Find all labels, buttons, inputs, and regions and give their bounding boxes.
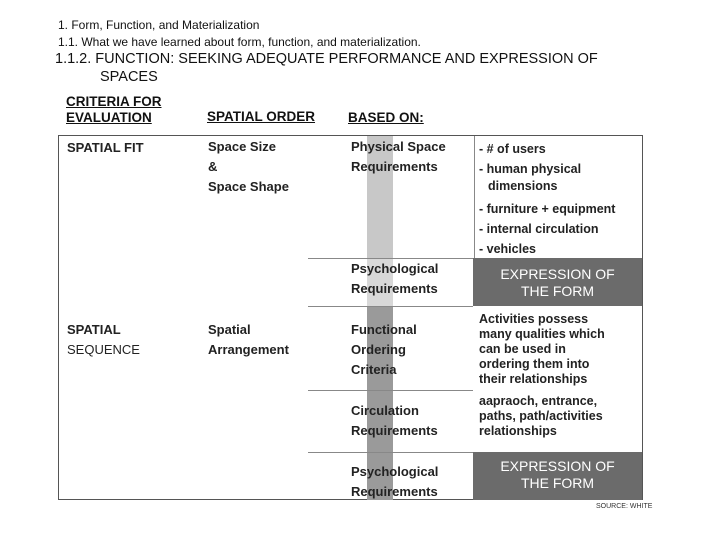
- spatial-arr-line1: Spatial: [208, 322, 251, 337]
- criteria-table: [58, 135, 643, 500]
- spatial-arrangement: [208, 320, 289, 360]
- functional-ordering-criteria: [351, 320, 417, 380]
- source-credit: SOURCE: WHITE: [596, 503, 653, 510]
- column-header-spatial-order: SPATIAL ORDER: [207, 109, 316, 124]
- activities-description: [479, 312, 605, 387]
- expression1-line2: THE FORM: [520, 283, 595, 299]
- spatial-seq-line1: SPATIAL: [67, 322, 121, 337]
- spatial-fit-label: SPATIAL FIT: [67, 140, 144, 155]
- column-header-criteria: [66, 94, 162, 126]
- expression2-line2: THE FORM: [520, 475, 595, 491]
- space-size-shape: [208, 137, 289, 197]
- activities-line5: their relationships: [479, 372, 588, 386]
- divider-2: [308, 306, 473, 307]
- psych2-line1: Psychological: [351, 464, 439, 479]
- list-item: - # of users: [479, 142, 546, 156]
- circulation-line2: Requirements: [351, 423, 438, 438]
- spatial-seq-line2: SEQUENCE: [67, 342, 140, 357]
- expression-of-form-box-2: [473, 452, 642, 500]
- heading-level-1: 1. Form, Function, and Materialization: [58, 18, 260, 32]
- column-header-based-on: BASED ON:: [348, 110, 424, 125]
- divider-vertical: [474, 136, 475, 258]
- approach-description: [479, 394, 603, 439]
- spatial-arr-line2: Arrangement: [208, 342, 289, 357]
- list-item: - internal circulation: [479, 222, 599, 236]
- approach-line3: relationships: [479, 424, 557, 438]
- psychological-requirements-2: [351, 462, 438, 502]
- page-title-line2: SPACES: [100, 69, 158, 85]
- activities-line4: ordering them into: [479, 357, 590, 371]
- ampersand: &: [208, 159, 218, 174]
- psych1-line1: Psychological: [351, 261, 439, 276]
- divider-4: [308, 452, 473, 453]
- divider-3: [308, 390, 473, 391]
- physical-line2: Requirements: [351, 159, 438, 174]
- psych2-line2: Requirements: [351, 484, 438, 499]
- physical-line1: Physical Space: [351, 139, 446, 154]
- circulation-requirements: [351, 401, 438, 441]
- physical-space-requirements: [351, 137, 446, 177]
- physical-details-list: [479, 139, 615, 259]
- page-title-line1: 1.1.2. FUNCTION: SEEKING ADEQUATE PERFORMANCE AND EXPRESSION OF: [55, 51, 598, 67]
- functional-line2: Ordering: [351, 342, 406, 357]
- psych1-line2: Requirements: [351, 281, 438, 296]
- circulation-line1: Circulation: [351, 403, 419, 418]
- expression2-line1: EXPRESSION OF: [500, 458, 615, 474]
- expression-of-form-box-1: [473, 258, 642, 306]
- activities-line2: many qualities which: [479, 327, 605, 341]
- psychological-requirements-1: [351, 259, 438, 299]
- list-item: - furniture + equipment: [479, 202, 616, 216]
- space-size: Space Size: [208, 139, 276, 154]
- approach-line1: aapraoch, entrance,: [479, 394, 598, 408]
- criteria-line1: CRITERIA FOR: [66, 94, 162, 109]
- activities-line3: can be used in: [479, 342, 566, 356]
- page-title: [55, 50, 695, 86]
- activities-line1: Activities possess: [479, 312, 589, 326]
- functional-line1: Functional: [351, 322, 417, 337]
- heading-level-2: 1.1. What we have learned about form, function, and materialization.: [58, 35, 421, 49]
- criteria-line2: EVALUATION: [66, 110, 152, 125]
- functional-line3: Criteria: [351, 362, 397, 377]
- list-item: dimensions: [488, 179, 558, 193]
- list-item: - human physical: [479, 162, 582, 176]
- list-item: - vehicles: [479, 242, 536, 256]
- space-shape: Space Shape: [208, 179, 289, 194]
- approach-line2: paths, path/activities: [479, 409, 603, 423]
- spatial-sequence-label: [67, 320, 140, 360]
- expression1-line1: EXPRESSION OF: [500, 266, 615, 282]
